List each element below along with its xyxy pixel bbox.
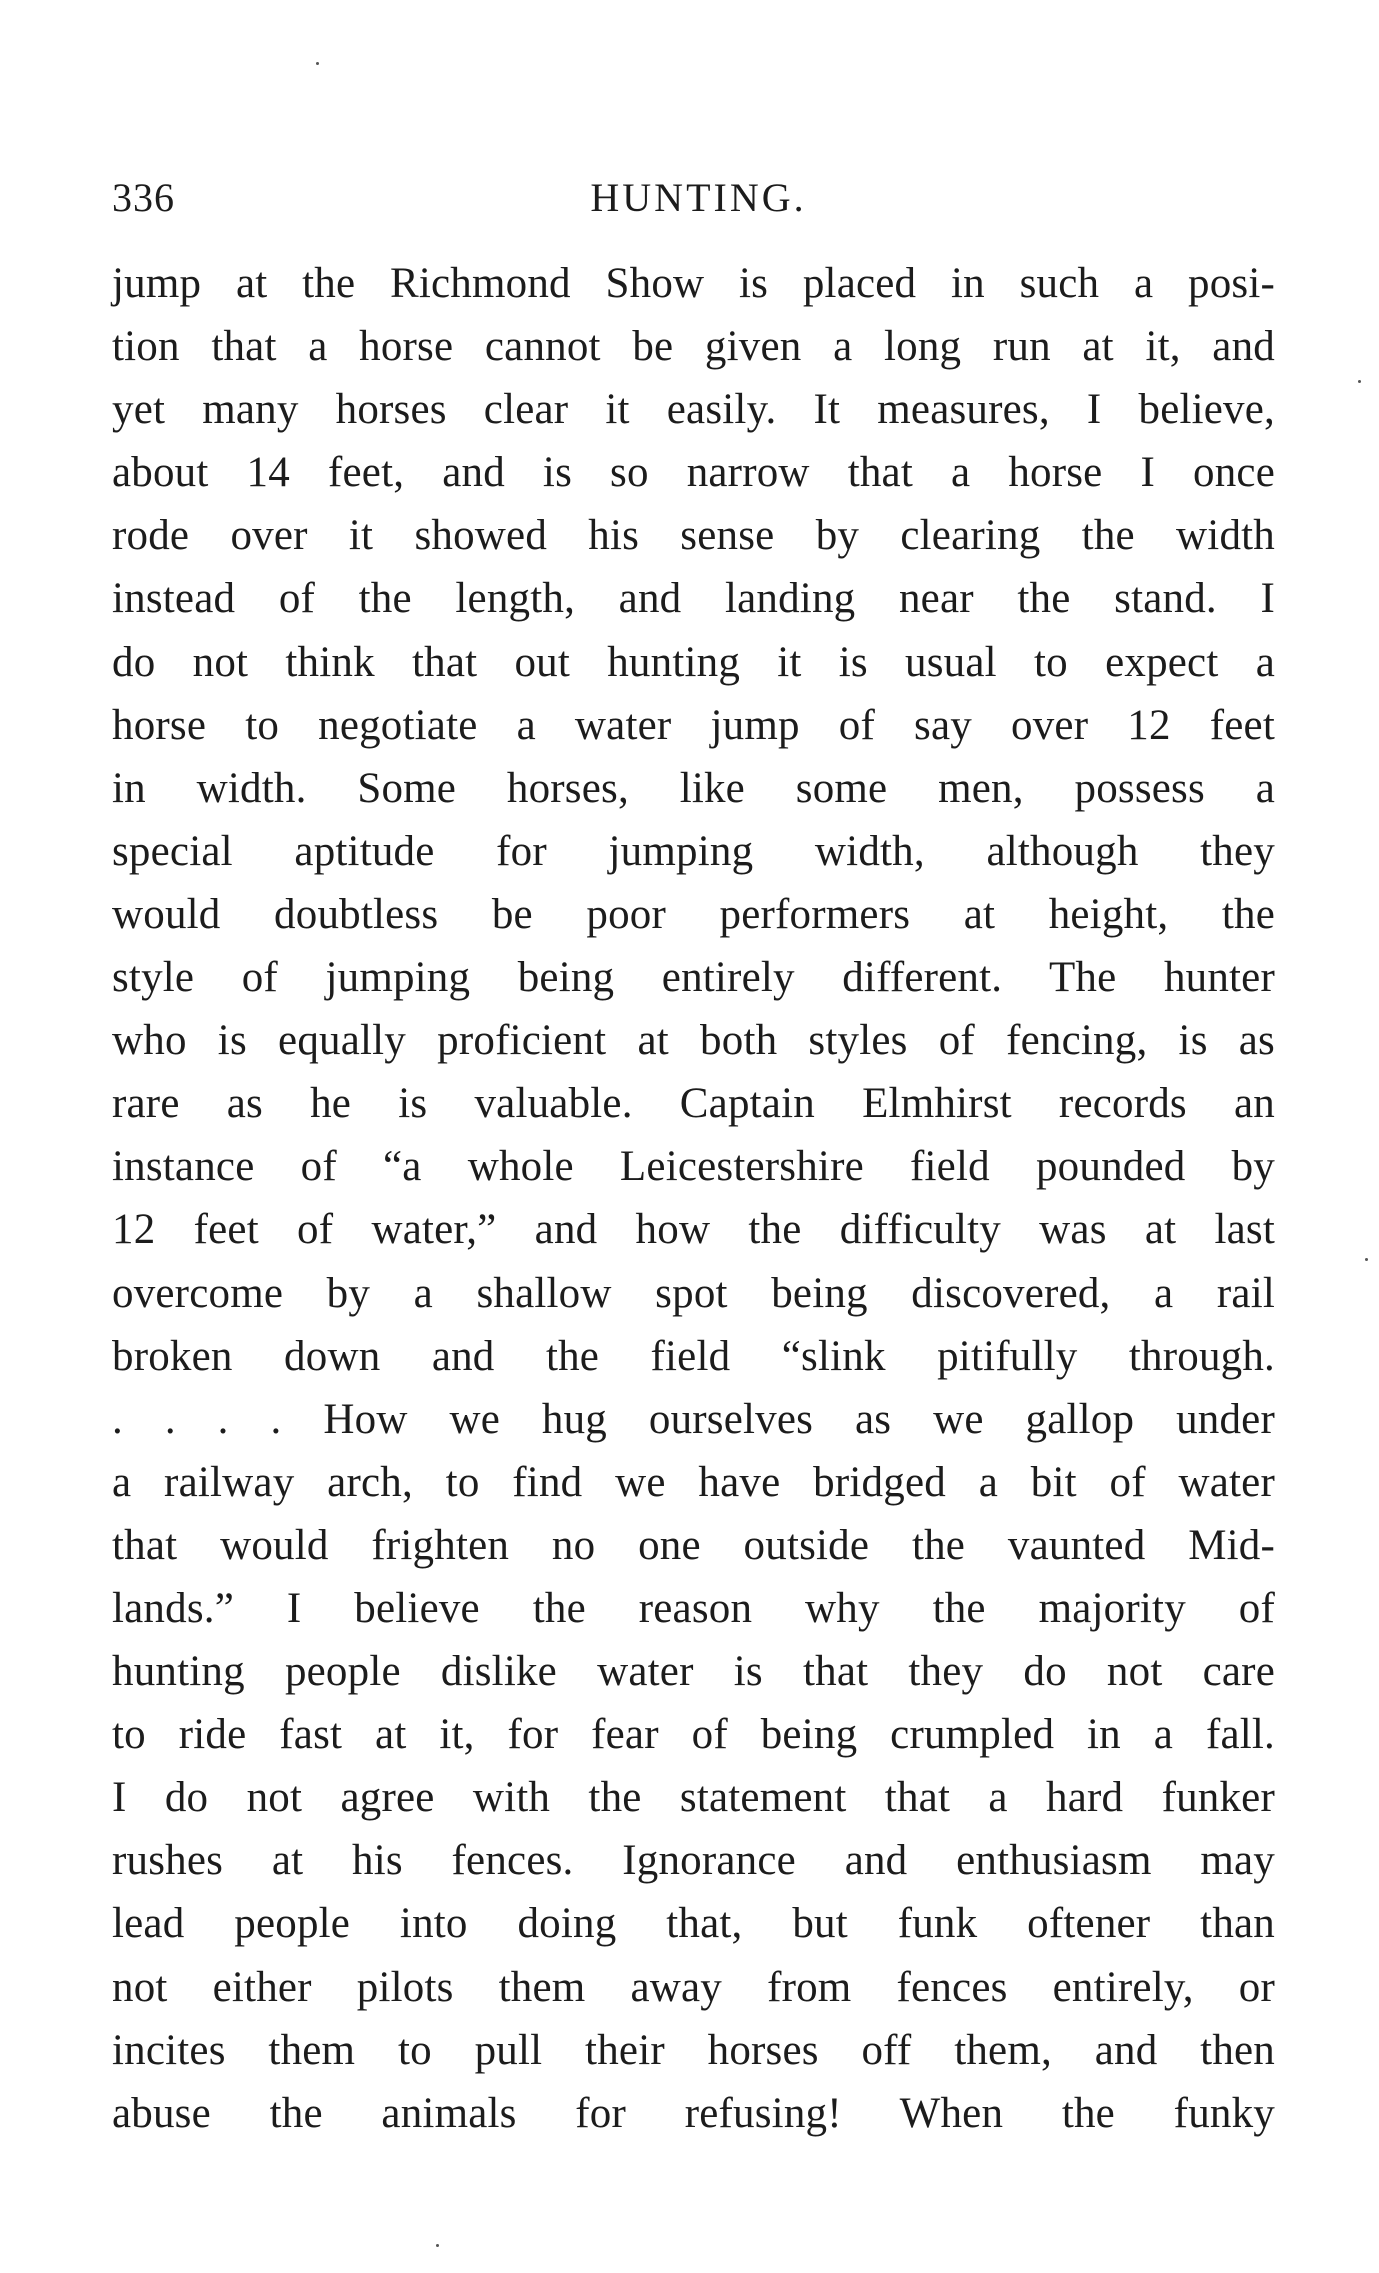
text-line: 12 feet of water,” and how the difficulty was at last bbox=[112, 1206, 1275, 1254]
text-line: I do not agree with the statement that a hard funker bbox=[112, 1774, 1275, 1822]
running-header bbox=[112, 168, 1275, 228]
text-line: a railway arch, to find we have bridged a bit of water bbox=[112, 1458, 1275, 1506]
text-line: tion that a horse cannot be given a long run at it, and bbox=[112, 323, 1275, 371]
text-line: rare as he is valuable. Captain Elmhirst records an bbox=[112, 1080, 1275, 1128]
scan-speck bbox=[436, 2244, 439, 2247]
text-line: style of jumping being entirely different. The hunter bbox=[112, 954, 1275, 1002]
text-line: yet many horses clear it easily. It measures, I believe, bbox=[112, 386, 1275, 434]
text-line: do not think that out hunting it is usual to expect a bbox=[112, 638, 1275, 686]
text-line: instance of “a whole Leicestershire field pounded by bbox=[112, 1143, 1275, 1191]
text-line: overcome by a shallow spot being discovered, a rail bbox=[112, 1269, 1275, 1317]
text-line: rode over it showed his sense by clearing the width bbox=[112, 512, 1275, 560]
text-line: about 14 feet, and is so narrow that a horse I once bbox=[112, 449, 1275, 497]
scan-speck bbox=[1358, 380, 1361, 383]
text-line: special aptitude for jumping width, although they bbox=[112, 827, 1275, 875]
text-line: abuse the animals for refusing! When the funky bbox=[112, 2089, 1275, 2137]
text-line: to ride fast at it, for fear of being crumpled in a fall. bbox=[112, 1711, 1275, 1759]
text-line: lead people into doing that, but funk oftener than bbox=[112, 1900, 1275, 1948]
text-line: incites them to pull their horses off them, and then bbox=[112, 2026, 1275, 2074]
scan-speck bbox=[1365, 1258, 1368, 1261]
text-line: who is equally proficient at both styles of fencing, is as bbox=[112, 1017, 1275, 1065]
text-line: broken down and the field “slink pitifully through. bbox=[112, 1332, 1275, 1380]
text-line: jump at the Richmond Show is placed in such a posi- bbox=[112, 260, 1275, 307]
page-number: 336 bbox=[112, 175, 175, 220]
text-line: hunting people dislike water is that they do not care bbox=[112, 1648, 1275, 1696]
scan-speck bbox=[316, 62, 319, 65]
text-line: lands.” I believe the reason why the majority of bbox=[112, 1584, 1275, 1632]
text-line: . . . . How we hug ourselves as we gallop under bbox=[112, 1395, 1275, 1443]
text-line: rushes at his fences. Ignorance and enthusiasm may bbox=[112, 1837, 1275, 1885]
text-line: not either pilots them away from fences entirely, or bbox=[112, 1963, 1275, 2011]
body-text bbox=[112, 252, 1275, 2145]
text-line: instead of the length, and landing near the stand. I bbox=[112, 575, 1275, 623]
running-title: HUNTING. bbox=[590, 175, 807, 220]
text-line: in width. Some horses, like some men, possess a bbox=[112, 764, 1275, 812]
text-line: horse to negotiate a water jump of say over 12 feet bbox=[112, 701, 1275, 749]
text-line: that would frighten no one outside the vaunted Mid- bbox=[112, 1521, 1275, 1569]
text-line: would doubtless be poor performers at height, the bbox=[112, 890, 1275, 938]
